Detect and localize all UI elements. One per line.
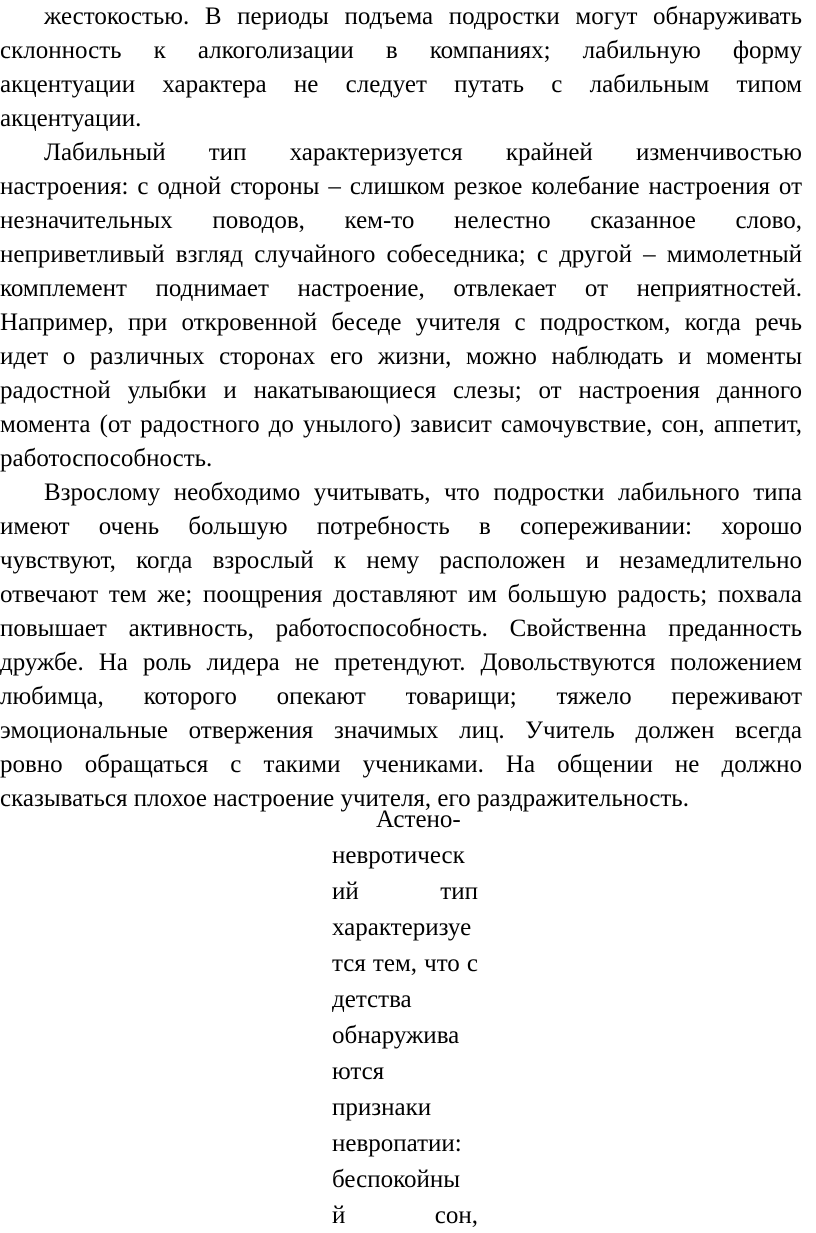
text-line: дружбе. На роль лидера не претендуют. Довольствуются положением [0,649,802,676]
narrow-column-line: ются [332,1058,385,1085]
narrow-column-line: детства [332,986,412,1013]
text-line: комплемент поднимает настроение, отвлекает от неприятностей. [0,275,802,302]
text-line: работоспособность. [0,445,213,472]
narrow-column-line: й сон, [332,1202,478,1229]
text-line: любимца, которого опекают товарищи; тяжело переживают [0,683,802,710]
text-line: жестокостью. В периоды подъема подростки могут обнаруживать [44,3,802,30]
text-line: настроения: с одной стороны – слишком резкое колебание настроения от [0,173,802,200]
narrow-column-line: обнаружива [332,1022,460,1049]
narrow-column-line: тся тем, что с [332,950,478,977]
narrow-column-line: признаки [332,1094,432,1121]
text-line: повышает активность, работоспособность. Свойственна преданность [0,615,802,642]
narrow-column-line: невропатии: [332,1130,462,1157]
text-line: момента (от радостного до унылого) зависит самочувствие, сон, аппетит, [0,411,802,438]
text-line: отвечают тем же; поощрения доставляют им большую радость; похвала [0,581,802,608]
text-line: чувствуют, когда взрослый к нему расположен и незамедлительно [0,547,802,574]
text-line: незначительных поводов, кем-то нелестно сказанное слово, [0,207,802,234]
text-line: Например, при откровенной беседе учителя с подростком, когда речь [0,309,802,336]
text-line: склонность к алкоголизации в компаниях; лабильную форму [0,37,802,64]
text-line: сказываться плохое настроение учителя, его раздражительность. [0,785,689,812]
text-line: неприветливый взгляд случайного собеседника; с другой – мимолетный [0,241,802,268]
paragraph-start-line: Взрослому необходимо учитывать, что подростки лабильного типа [44,479,802,506]
text-line: радостной улыбки и накатывающиеся слезы; от настроения данного [0,377,802,404]
narrow-column-line: невротическ [332,842,465,869]
narrow-column-line: беспокойны [332,1166,461,1193]
text-line: акцентуации характера не следует путать с лабильным типом [0,71,802,98]
text-line: идет о различных сторонах его жизни, можно наблюдать и моменты [0,343,802,370]
text-line: имеют очень большую потребность в сопереживании: хорошо [0,513,802,540]
text-line: ровно обращаться с такими учениками. На общении не должно [0,751,802,778]
text-line: эмоциональные отвержения значимых лиц. Учитель должен всегда [0,717,802,744]
text-line: акцентуации. [0,105,142,132]
narrow-column-line: Астено- [376,806,461,833]
paragraph-start-line: Лабильный тип характеризуется крайней изменчивостью [44,139,802,166]
narrow-column-line: ий тип [332,878,478,905]
narrow-column-line: характеризуе [332,914,472,941]
